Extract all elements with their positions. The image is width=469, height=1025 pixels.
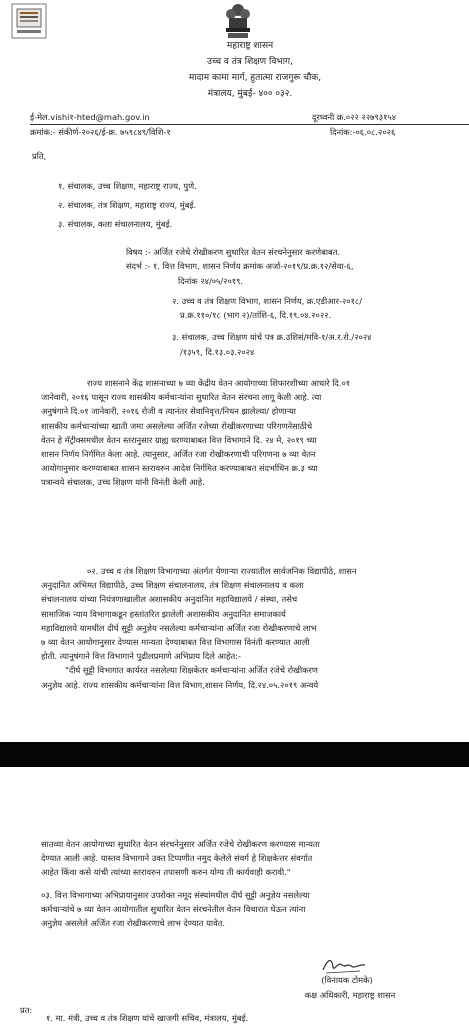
paragraph-line: ०३. वित्त विभागाच्या अभिप्रायानुसार उपरोक्त नमूद संस्थांमधील दीर्घ सुट्टी अनुज्ञेय नसलेल्या bbox=[41, 890, 310, 900]
reference-item: ३. संचालक, उच्च शिक्षण यांचे पत्र क्र.उशिसं/मवि-१/अ.र.रो./२०२४ bbox=[172, 332, 372, 342]
page-break-band bbox=[0, 742, 469, 767]
paragraph-line: वेतन हे मॅट्रीक्समधील वेतन स्तरानुसार ग्राह्य धरण्याबाबत वित्त विभागाने दि. २४ मे, २०१९ च्या bbox=[41, 434, 317, 445]
reference-number: क्रमांक:- संकीर्ण-२०२६/ई-क्र. ७५९८४९/विशि-१ bbox=[30, 127, 171, 137]
copy-item: १. मा. मंत्री, उच्च व तंत्र शिक्षण यांचे खाजगी सचिव, मंत्रालय, मुंबई. bbox=[46, 1013, 249, 1023]
paragraph-3 bbox=[41, 837, 466, 880]
signatory-name: (विनायक टोमके) bbox=[321, 975, 373, 985]
paragraph-line: ०२. उच्च व तंत्र शिक्षण विभागाच्या अंतर्गत येणाऱ्या राज्यातील सार्वजनिक विद्यापीठे, शासन bbox=[87, 566, 357, 576]
header-city: मंत्रालय, मुंबई- ४०० ०३२. bbox=[207, 89, 293, 99]
header-department: उच्च व तंत्र शिक्षण विभाग, bbox=[207, 57, 293, 67]
header-gov-name: महाराष्ट्र शासन bbox=[226, 41, 274, 51]
recipient-item: २. संचालक, तंत्र शिक्षण, महाराष्ट्र राज्य, मुंबई. bbox=[58, 200, 197, 210]
paragraph-line: शासकीय कर्मचाऱ्यांच्या खाती जमा असलेल्या अर्जित रजेच्या रोखीकरणाच्या परिगणनेसाठीचे bbox=[41, 420, 313, 431]
paragraph-1 bbox=[41, 376, 466, 490]
recipient-item: १. संचालक, उच्च शिक्षण, महाराष्ट्र राज्य, पुणे. bbox=[58, 181, 197, 191]
quoted-line: आहेत किंवा कसे यांची त्यांच्या स्तरावरुन तपासणी करुन योग्य ती कार्यवाही करावी." bbox=[41, 867, 291, 878]
reference-item: २. उच्च व तंत्र शिक्षण विभाग, शासन निर्णय, क्र.एडीआर-२०१८/ bbox=[172, 296, 363, 306]
paragraph-line: अनुदानित अभिमत विद्यापीठे, उच्च शिक्षण संचालनालय, तंत्र शिक्षण संचालनालय व कला bbox=[41, 580, 304, 591]
quoted-line: देण्यात आली आहे. यास्तव विभागाने उक्त टिप्पणीत नमुद केलेले संवर्ग हे शिक्षकेत्तर संवर्गात bbox=[41, 853, 313, 864]
reference-item: दिनांक २४/०५/२०१९. bbox=[178, 276, 244, 286]
header-address: मादाम कामा मार्ग, हुतात्मा राजगुरू चौक, bbox=[188, 73, 322, 83]
reference-item: /१३५९, दि.१३.०३.२०२४ bbox=[180, 347, 255, 357]
recipient-item: ३. संचालक, कला संचालनालय, मुंबई. bbox=[58, 219, 173, 229]
signatory-designation: कक्ष अधिकारी, महाराष्ट्र शासन bbox=[304, 990, 396, 1000]
quoted-line: अनुज्ञेय आहे. राज्य शासकीय कर्मचाऱ्यांना वित्त विभाग,शासन निर्णय, दि.२४.०५.२०१९ अन्वये bbox=[41, 679, 319, 690]
paragraph-line: होती. त्यानुषंगाने वित्त विभागाने पुढीलप्रमाणे अभिप्राय दिले आहेत:- bbox=[41, 651, 241, 662]
paragraph-line: जानेवारी, २०१६ पासून राज्य शासकीय कर्मचाऱ्यांना सुधारित वेतन संरचना लागू केली आहे. त्या bbox=[41, 392, 322, 403]
to-label: प्रति, bbox=[32, 151, 47, 161]
paragraph-line: ७ व्या वेतन आयोगानुसार देण्यास मान्यता देण्याबाबत वित्त विभागास विनंती करण्यात आली bbox=[41, 637, 310, 648]
paragraph-line: शासन निर्णय निर्गमित केला आहे. त्यानुसार, अर्जित रजा रोखीकरणाची परिगणना ७ व्या वेतन bbox=[41, 449, 316, 460]
copy-label: प्रत: bbox=[20, 1005, 33, 1015]
subject-line: विषय :- अर्जित रजेचे रोखीकरण सुधारित वेतन संरचनेनुसार करणेबाबत. bbox=[126, 247, 341, 257]
national-emblem-icon bbox=[223, 2, 253, 40]
paragraph-line: महाविद्यालये यामधील दीर्घ सुट्टी अनुज्ञेय नसलेल्या कर्मचाऱ्यांना अर्जित रजा रोखीकरणाचे लाभ bbox=[41, 622, 317, 633]
paragraph-line: आयोगानुसार करण्याबाबत शासन स्तरावरुन आदेश निर्गमित करण्याबाबत संदर्भाधिन क्र.३ च्या bbox=[41, 463, 318, 474]
paragraph-line: कर्मचाऱ्यांचे ७ व्या वेतन आयोगातील सुधारित वेतन संरचनेतील वेतन विचारात घेऊन त्यांना bbox=[41, 904, 306, 915]
department-logo-icon bbox=[11, 3, 47, 39]
quoted-line: सातव्या वेतन आयोगाच्या सुधारित वेतन संरचनेनुसार अर्जित रजेचे रोखीकरण करण्यास मान्यता bbox=[41, 839, 320, 849]
reference-date: दिनांक:-०६.०८.२०२६ bbox=[330, 127, 396, 137]
contact-phone: दूरध्वनी क्र.०२२ २२७९३१५४ bbox=[312, 112, 397, 122]
paragraph-line: सामाजिक न्याय विभागाकडून हस्तांतरित झालेली अशासकीय अनुदानित समाजकार्य bbox=[41, 608, 286, 619]
reference-item: प्र.क्र.११०/१८ (भाग २)/तांशि-६, दि.१९.०४.२०२२. bbox=[180, 310, 332, 320]
paragraph-2 bbox=[41, 564, 466, 692]
paragraph-line: पत्रान्वये संचालक, उच्च शिक्षण यांनी विनंती केली आहे. bbox=[41, 477, 205, 488]
reference-item: संदर्भ :- १. वित्त विभाग, शासन निर्णय क्रमांक अर्जा-२०१९/प्र.क्र.१२/सेवा-६, bbox=[126, 261, 354, 271]
header-divider bbox=[30, 124, 469, 125]
paragraph-4 bbox=[41, 888, 466, 931]
quoted-line: "दीर्घ सुट्टी विभागात कार्यरत नसलेल्या शिक्षकेतर कर्मचाऱ्यांना अर्जित रजेचे रोखीकरण bbox=[65, 665, 318, 676]
paragraph-line: राज्य शासनाने केंद्र शासनाच्या ७ व्या केंद्रीय वेतन आयोगाच्या शिफारशीच्या आधारे दि.०१ bbox=[87, 378, 351, 388]
paragraph-line: अनुषंगाने दि.०१ जानेवारी, २०१६ रोजी व त्यानंतर सेवानिवृत्त/निधन झालेल्या/ होणाऱ्या bbox=[41, 406, 296, 417]
contact-email: ई-मेल.vishi१-hted@mah.gov.in bbox=[30, 112, 150, 122]
paragraph-line: अनुज्ञेय असलेले अर्जित रजा रोखीकरणाचे लाभ देण्यात यावेत. bbox=[41, 918, 226, 929]
paragraph-line: संचालनालय यांच्या नियंत्रणाखालील अशासकीय अनुदानित महाविद्यालये / संस्था, तसेच bbox=[41, 594, 298, 605]
